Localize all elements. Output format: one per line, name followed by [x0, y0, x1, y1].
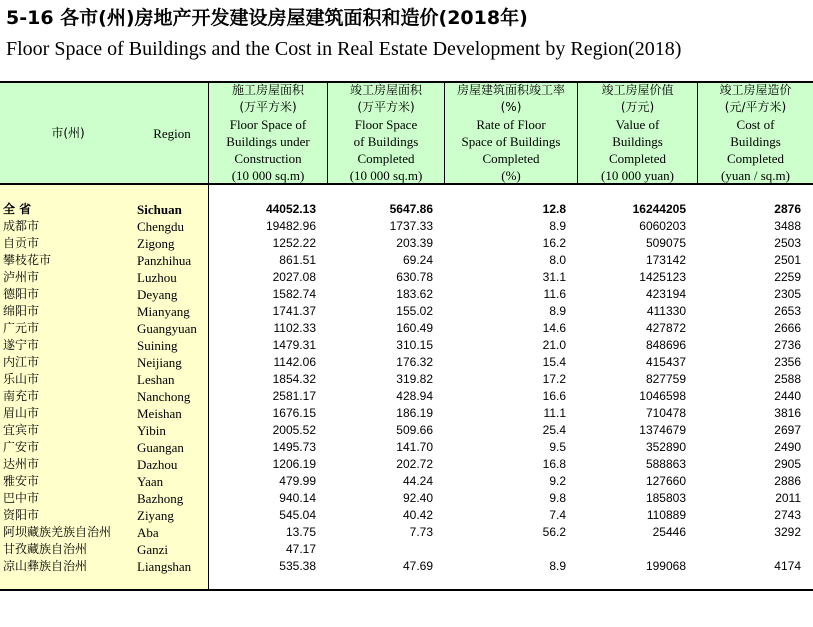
cell-cost-completed: 2653 [774, 304, 801, 318]
cell-floor-construction: 1854.32 [272, 372, 316, 386]
cell-city: 凉山彝族自治州 [3, 559, 88, 573]
cell-rate-completed: 17.2 [542, 372, 566, 386]
cell-city: 广安市 [3, 440, 40, 454]
cell-floor-completed: 176.32 [396, 355, 433, 369]
cell-rate-completed: 9.2 [549, 474, 566, 488]
cell-floor-construction: 861.51 [279, 253, 316, 267]
page-title-cn: 5-16 各市(州)房地产开发建设房屋建筑面积和造价(2018年) [6, 7, 528, 29]
cell-cost-completed: 2886 [774, 474, 801, 488]
cell-region: Mianyang [137, 304, 190, 319]
cell-value-completed: 199068 [645, 559, 686, 573]
cell-city: 乐山市 [3, 372, 40, 386]
cell-rate-completed: 11.1 [543, 406, 566, 420]
cell-value-completed: 6060203 [639, 219, 686, 233]
table-row [0, 252, 813, 269]
cell-city: 资阳市 [3, 508, 40, 522]
cell-rate-completed: 7.4 [549, 508, 566, 522]
cell-region: Yaan [137, 474, 164, 489]
table-row [0, 286, 813, 303]
cell-floor-construction: 2027.08 [272, 270, 316, 284]
cell-rate-completed: 25.4 [542, 423, 566, 437]
cell-floor-completed: 40.42 [402, 508, 433, 522]
table-row [0, 388, 813, 405]
cell-value-completed: 1425123 [639, 270, 686, 284]
cell-cost-completed: 2697 [774, 423, 801, 437]
cell-cost-completed: 3488 [774, 219, 801, 233]
cell-region: Ziyang [137, 508, 174, 523]
cell-floor-construction: 47.17 [285, 542, 316, 556]
table-row [0, 303, 813, 320]
table-row [0, 354, 813, 371]
cell-floor-completed: 47.69 [402, 559, 433, 573]
table-row [0, 218, 813, 235]
table-row [0, 320, 813, 337]
cell-region: Aba [137, 525, 159, 540]
cell-floor-construction: 1206.19 [272, 457, 316, 471]
cell-cost-completed: 2503 [774, 236, 801, 250]
cell-floor-construction: 1582.74 [272, 287, 316, 301]
cell-city: 甘孜藏族自治州 [3, 542, 88, 556]
table-row-total [0, 201, 813, 218]
cell-cost-completed: 3292 [774, 525, 801, 539]
cell-cost-completed: 3816 [774, 406, 801, 420]
cell-rate-completed: 12.8 [542, 202, 566, 216]
cell-floor-completed: 509.66 [396, 423, 433, 437]
cell-cost-completed: 2876 [774, 202, 801, 216]
cell-floor-construction: 1479.31 [272, 338, 316, 352]
table-row [0, 439, 813, 456]
cell-floor-completed: 186.19 [396, 406, 433, 420]
cell-floor-construction: 44052.13 [265, 202, 316, 216]
table-body [0, 201, 813, 575]
cell-rate-completed: 8.0 [549, 253, 566, 267]
cell-region: Chengdu [137, 219, 184, 234]
cell-floor-completed: 160.49 [396, 321, 433, 335]
page-title-en: Floor Space of Buildings and the Cost in Real Estate Development by Region(2018) [6, 38, 682, 60]
cell-floor-completed: 630.78 [396, 270, 433, 284]
cell-floor-completed: 1737.33 [389, 219, 433, 233]
table-row [0, 405, 813, 422]
cell-city: 成都市 [3, 219, 40, 233]
cell-value-completed: 173142 [645, 253, 686, 267]
cell-region: Guangan [137, 440, 184, 455]
table-row [0, 269, 813, 286]
cell-floor-completed: 69.24 [402, 253, 433, 267]
cell-region: Sichuan [137, 202, 182, 217]
cell-floor-construction: 940.14 [279, 491, 316, 505]
header-floor-completed: 竣工房屋面积 (万平方米) Floor Space of Buildings Completed (10 000 sq.m) [349, 83, 423, 183]
cell-rate-completed: 16.6 [542, 389, 566, 403]
cell-city: 雅安市 [3, 474, 40, 488]
cell-rate-completed: 9.5 [549, 440, 566, 454]
cell-floor-construction: 2581.17 [272, 389, 316, 403]
header-floor-construction: 施工房屋面积 (万平方米) Floor Space of Buildings under Construction (10 000 sq.m) [226, 83, 310, 183]
cell-region: Suining [137, 338, 178, 353]
table-row [0, 507, 813, 524]
cell-value-completed: 848696 [645, 338, 686, 352]
cell-value-completed: 352890 [645, 440, 686, 454]
cell-region: Meishan [137, 406, 182, 421]
cell-floor-completed: 7.73 [409, 525, 433, 539]
bottom-rule [0, 589, 813, 591]
cell-city: 绵阳市 [3, 304, 40, 318]
cell-cost-completed: 2011 [775, 491, 801, 505]
cell-city: 泸州市 [3, 270, 40, 284]
header-value-completed: 竣工房屋价值 (万元) Value of Buildings Completed (10 000 yuan) [601, 83, 674, 183]
cell-region: Nanchong [137, 389, 191, 404]
cell-cost-completed: 2743 [774, 508, 801, 522]
cell-rate-completed: 16.2 [542, 236, 566, 250]
cell-floor-construction: 1252.22 [272, 236, 316, 250]
cell-rate-completed: 8.9 [549, 304, 566, 318]
cell-region: Neijiang [137, 355, 182, 370]
cell-value-completed: 588863 [645, 457, 686, 471]
cell-cost-completed: 2356 [774, 355, 801, 369]
cell-region: Dazhou [137, 457, 178, 472]
cell-floor-construction: 2005.52 [272, 423, 316, 437]
cell-region: Zigong [137, 236, 175, 251]
cell-floor-construction: 535.38 [279, 559, 316, 573]
cell-cost-completed: 2588 [774, 372, 801, 386]
cell-cost-completed: 2666 [774, 321, 801, 335]
cell-city: 巴中市 [3, 491, 40, 505]
cell-rate-completed: 56.2 [542, 525, 566, 539]
cell-floor-completed: 203.39 [396, 236, 433, 250]
cell-cost-completed: 2905 [774, 457, 801, 471]
cell-rate-completed: 21.0 [542, 338, 566, 352]
table-row [0, 490, 813, 507]
cell-value-completed: 25446 [652, 525, 686, 539]
cell-floor-construction: 13.75 [285, 525, 316, 539]
cell-cost-completed: 2440 [774, 389, 801, 403]
cell-rate-completed: 14.6 [542, 321, 566, 335]
cell-floor-completed: 141.70 [396, 440, 433, 454]
table-row [0, 456, 813, 473]
cell-floor-construction: 1142.06 [273, 355, 316, 369]
cell-cost-completed: 2501 [774, 253, 801, 267]
cell-rate-completed: 31.1 [542, 270, 566, 284]
cell-value-completed: 827759 [645, 372, 686, 386]
cell-city: 德阳市 [3, 287, 40, 301]
table-row [0, 235, 813, 252]
cell-rate-completed: 8.9 [549, 219, 566, 233]
cell-value-completed: 110889 [646, 508, 686, 522]
table-row [0, 473, 813, 490]
cell-value-completed: 127660 [645, 474, 686, 488]
cell-floor-construction: 545.04 [279, 508, 316, 522]
cell-cost-completed: 2490 [774, 440, 801, 454]
cell-floor-completed: 183.62 [396, 287, 433, 301]
cell-city: 眉山市 [3, 406, 40, 420]
cell-value-completed: 509075 [645, 236, 686, 250]
cell-rate-completed: 11.6 [543, 287, 566, 301]
cell-floor-completed: 5647.86 [389, 202, 433, 216]
cell-city: 内江市 [3, 355, 40, 369]
cell-floor-construction: 1495.73 [272, 440, 316, 454]
cell-region: Luzhou [137, 270, 177, 285]
cell-floor-completed: 92.40 [402, 491, 433, 505]
cell-value-completed: 411330 [646, 304, 686, 318]
cell-region: Liangshan [137, 559, 192, 574]
table-row [0, 524, 813, 541]
cell-floor-completed: 202.72 [396, 457, 433, 471]
cell-value-completed: 185803 [645, 491, 686, 505]
cell-floor-completed: 44.24 [402, 474, 433, 488]
cell-region: Panzhihua [137, 253, 192, 268]
cell-city: 宜宾市 [3, 423, 40, 437]
cell-floor-completed: 310.15 [396, 338, 433, 352]
header-rate-completed: 房屋建筑面积竣工率 (%) Rate of Floor Space of Buildings Completed (%) [456, 83, 565, 183]
header-region: Region [153, 125, 191, 141]
cell-value-completed: 1374679 [639, 423, 686, 437]
cell-region: Guangyuan [137, 321, 197, 336]
cell-value-completed: 423194 [645, 287, 686, 301]
cell-region: Deyang [137, 287, 178, 302]
cell-city: 全 省 [3, 202, 32, 216]
cell-cost-completed: 2305 [774, 287, 801, 301]
cell-region: Ganzi [137, 542, 169, 557]
cell-floor-completed: 319.82 [396, 372, 433, 386]
cell-cost-completed: 2736 [774, 338, 801, 352]
header-cost-completed: 竣工房屋造价 (元/平方米) Cost of Buildings Completed (yuan / sq.m) [719, 83, 792, 183]
cell-city: 阿坝藏族羌族自治州 [3, 525, 112, 539]
cell-region: Leshan [137, 372, 175, 387]
cell-floor-construction: 1741.37 [272, 304, 316, 318]
cell-value-completed: 710478 [645, 406, 686, 420]
cell-city: 遂宁市 [3, 338, 40, 352]
cell-value-completed: 1046598 [639, 389, 686, 403]
cell-cost-completed: 2259 [774, 270, 801, 284]
cell-rate-completed: 16.8 [542, 457, 566, 471]
cell-rate-completed: 9.8 [549, 491, 566, 505]
cell-rate-completed: 8.9 [549, 559, 566, 573]
cell-city: 南充市 [3, 389, 40, 403]
cell-floor-construction: 1676.15 [272, 406, 316, 420]
cell-value-completed: 16244205 [632, 202, 686, 216]
cell-floor-construction: 479.99 [279, 474, 316, 488]
cell-city: 广元市 [3, 321, 40, 335]
cell-floor-completed: 155.02 [396, 304, 433, 318]
cell-value-completed: 415437 [645, 355, 686, 369]
cell-city: 达州市 [3, 457, 40, 471]
table-row [0, 337, 813, 354]
cell-rate-completed: 15.4 [542, 355, 566, 369]
cell-floor-construction: 19482.96 [265, 219, 316, 233]
table-row [0, 558, 813, 575]
cell-city: 攀枝花市 [3, 253, 52, 267]
cell-value-completed: 427872 [645, 321, 686, 335]
cell-city: 自贡市 [3, 236, 40, 250]
cell-cost-completed: 4174 [774, 559, 801, 573]
table-row [0, 422, 813, 439]
table-row [0, 371, 813, 388]
cell-floor-construction: 1102.33 [273, 321, 316, 335]
cell-region: Yibin [137, 423, 166, 438]
cell-region: Bazhong [137, 491, 184, 506]
table-row [0, 541, 813, 558]
header-city: 市(州) [51, 125, 85, 140]
cell-floor-completed: 428.94 [396, 389, 433, 403]
